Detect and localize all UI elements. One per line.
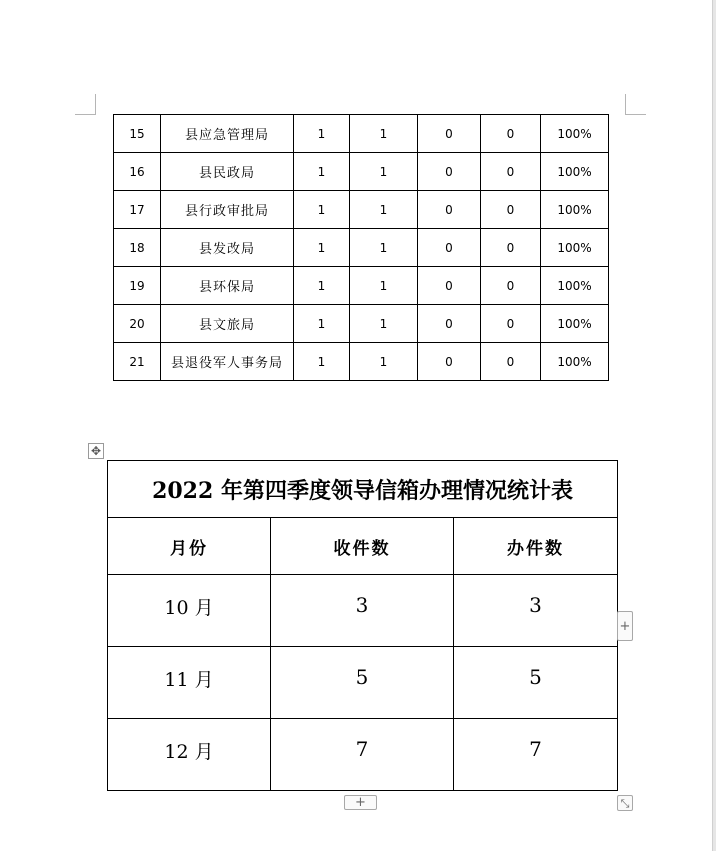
department-name[interactable]: 县行政审批局 <box>161 191 294 229</box>
handled-cell[interactable]: 3 <box>454 575 618 647</box>
month-cell[interactable]: 11 月 <box>108 647 271 719</box>
cell-value[interactable]: 1 <box>294 343 350 381</box>
completion-rate[interactable]: 100% <box>541 267 609 305</box>
add-column-button[interactable]: + <box>617 611 633 641</box>
department-name[interactable]: 县退役军人事务局 <box>161 343 294 381</box>
month-cell[interactable]: 12 月 <box>108 719 271 791</box>
month-cell[interactable]: 10 月 <box>108 575 271 647</box>
table-row <box>114 343 609 381</box>
completion-rate[interactable]: 100% <box>541 343 609 381</box>
cell-value[interactable]: 0 <box>481 153 541 191</box>
table-row <box>114 305 609 343</box>
handled-cell[interactable]: 7 <box>454 719 618 791</box>
row-number[interactable]: 16 <box>114 153 161 191</box>
cell-value[interactable]: 0 <box>481 115 541 153</box>
row-number[interactable]: 15 <box>114 115 161 153</box>
table-title[interactable]: 2022 年第四季度领导信箱办理情况统计表 <box>108 461 618 518</box>
row-number[interactable]: 20 <box>114 305 161 343</box>
cell-value[interactable]: 1 <box>294 115 350 153</box>
page-edge-line <box>712 0 713 851</box>
cell-value[interactable]: 0 <box>481 267 541 305</box>
department-name[interactable]: 县民政局 <box>161 153 294 191</box>
table-resize-icon[interactable]: ⤡ <box>617 795 633 811</box>
completion-rate[interactable]: 100% <box>541 305 609 343</box>
cell-value[interactable]: 0 <box>481 229 541 267</box>
cell-value[interactable]: 0 <box>481 343 541 381</box>
cell-value[interactable]: 0 <box>418 267 481 305</box>
header-month[interactable]: 月份 <box>108 518 271 575</box>
department-stats-table <box>113 114 609 381</box>
margin-corner-mark-right <box>625 94 646 115</box>
cell-value[interactable]: 1 <box>350 267 418 305</box>
completion-rate[interactable]: 100% <box>541 191 609 229</box>
cell-value[interactable]: 1 <box>294 191 350 229</box>
completion-rate[interactable]: 100% <box>541 115 609 153</box>
header-row <box>108 518 618 575</box>
cell-value[interactable]: 0 <box>418 229 481 267</box>
table-row <box>114 191 609 229</box>
cell-value[interactable]: 0 <box>418 305 481 343</box>
row-number[interactable]: 19 <box>114 267 161 305</box>
table-row <box>108 647 618 719</box>
cell-value[interactable]: 0 <box>418 191 481 229</box>
cell-value[interactable]: 1 <box>294 229 350 267</box>
received-cell[interactable]: 7 <box>271 719 454 791</box>
table-row <box>114 229 609 267</box>
table-row <box>114 115 609 153</box>
table-move-handle-icon[interactable]: ✥ <box>88 443 104 459</box>
department-name[interactable]: 县应急管理局 <box>161 115 294 153</box>
cell-value[interactable]: 1 <box>294 267 350 305</box>
margin-corner-mark-left <box>75 94 96 115</box>
row-number[interactable]: 18 <box>114 229 161 267</box>
table-row <box>114 153 609 191</box>
completion-rate[interactable]: 100% <box>541 229 609 267</box>
cell-value[interactable]: 1 <box>294 153 350 191</box>
header-handled[interactable]: 办件数 <box>454 518 618 575</box>
row-number[interactable]: 17 <box>114 191 161 229</box>
received-cell[interactable]: 3 <box>271 575 454 647</box>
cell-value[interactable]: 0 <box>418 343 481 381</box>
department-name[interactable]: 县发改局 <box>161 229 294 267</box>
add-row-button[interactable]: + <box>344 795 377 810</box>
table-row <box>114 267 609 305</box>
cell-value[interactable]: 1 <box>350 343 418 381</box>
cell-value[interactable]: 1 <box>350 305 418 343</box>
cell-value[interactable]: 1 <box>294 305 350 343</box>
received-cell[interactable]: 5 <box>271 647 454 719</box>
cell-value[interactable]: 0 <box>418 115 481 153</box>
handled-cell[interactable]: 5 <box>454 647 618 719</box>
department-name[interactable]: 县环保局 <box>161 267 294 305</box>
cell-value[interactable]: 1 <box>350 115 418 153</box>
cell-value[interactable]: 0 <box>418 153 481 191</box>
table-row <box>108 575 618 647</box>
cell-value[interactable]: 1 <box>350 153 418 191</box>
header-received[interactable]: 收件数 <box>271 518 454 575</box>
department-name[interactable]: 县文旅局 <box>161 305 294 343</box>
quarterly-mailbox-table <box>107 460 618 791</box>
cell-value[interactable]: 0 <box>481 191 541 229</box>
cell-value[interactable]: 1 <box>350 191 418 229</box>
row-number[interactable]: 21 <box>114 343 161 381</box>
cell-value[interactable]: 0 <box>481 305 541 343</box>
cell-value[interactable]: 1 <box>350 229 418 267</box>
completion-rate[interactable]: 100% <box>541 153 609 191</box>
table-row <box>108 719 618 791</box>
